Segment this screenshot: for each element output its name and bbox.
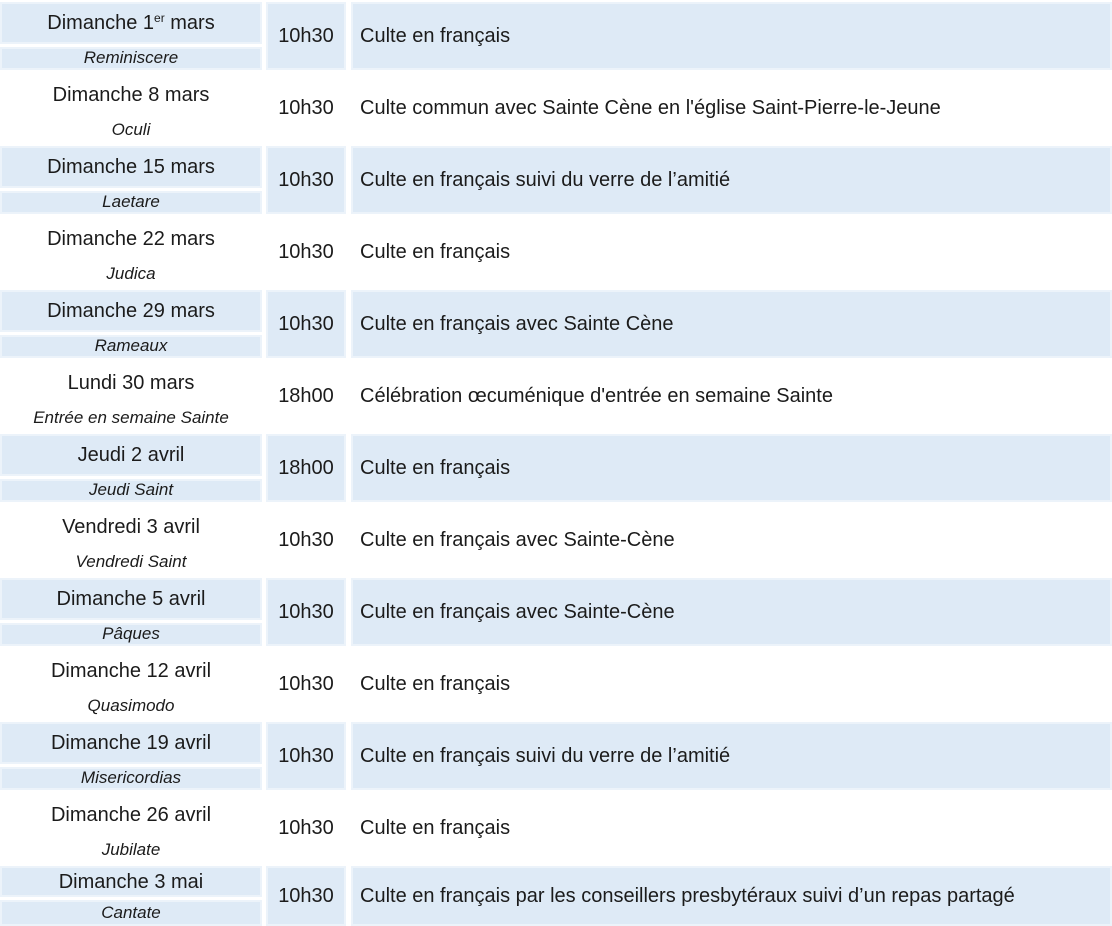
table-row (0, 0, 1112, 72)
time-label: 10h30 (278, 600, 334, 623)
date-column-cell (0, 504, 262, 576)
date-cell (0, 2, 262, 44)
time-label: 10h30 (278, 816, 334, 839)
date-cell (0, 866, 262, 897)
time-label: 10h30 (278, 168, 334, 191)
liturgical-name-label: Laetare (102, 192, 160, 212)
time-cell (266, 434, 346, 502)
date-label: Dimanche 5 avril (56, 588, 206, 610)
table-row (0, 72, 1112, 144)
description-label: Culte en français (360, 240, 511, 263)
date-column-cell (0, 72, 262, 144)
time-label: 10h30 (278, 744, 334, 767)
time-cell (266, 216, 346, 288)
time-label: 10h30 (278, 528, 334, 551)
date-cell (0, 506, 262, 548)
time-label: 18h00 (278, 456, 334, 479)
liturgical-name-label: Jubilate (101, 840, 161, 860)
time-label: 10h30 (278, 240, 334, 263)
date-label: Dimanche 22 mars (47, 228, 215, 250)
date-label: Lundi 30 mars (67, 372, 195, 394)
date-cell (0, 722, 262, 764)
liturgical-name-label: Reminiscere (83, 48, 179, 68)
date-text: mars (164, 12, 215, 34)
date-cell (0, 650, 262, 692)
time-label: 10h30 (278, 884, 334, 907)
date-column-cell (0, 360, 262, 432)
table-row (0, 504, 1112, 576)
liturgical-name-cell (0, 263, 262, 286)
description-label: Culte en français (360, 816, 511, 839)
date-label: Dimanche 26 avril (50, 804, 212, 826)
time-cell (266, 504, 346, 576)
table-row (0, 648, 1112, 720)
date-column-cell (0, 288, 262, 360)
description-label: Culte en français suivi du verre de l’amitié (360, 744, 731, 767)
description-cell (351, 722, 1112, 790)
date-cell (0, 362, 262, 404)
description-cell (351, 360, 1112, 432)
description-label: Culte en français (360, 456, 511, 479)
liturgical-name-label: Entrée en semaine Sainte (33, 408, 229, 428)
date-column-cell (0, 432, 262, 504)
description-cell (351, 504, 1112, 576)
date-column-cell (0, 720, 262, 792)
date-column-cell (0, 864, 262, 926)
date-label: Jeudi 2 avril (77, 444, 185, 466)
liturgical-name-label: Rameaux (94, 336, 168, 356)
table-row (0, 216, 1112, 288)
description-cell (351, 648, 1112, 720)
description-label: Culte en français par les conseillers presbytéraux suivi d’un repas partagé (360, 884, 1015, 907)
description-cell (351, 216, 1112, 288)
description-label: Culte en français (360, 672, 511, 695)
liturgical-name-cell (0, 551, 262, 574)
date-column-cell (0, 216, 262, 288)
description-cell (351, 290, 1112, 358)
description-label: Culte en français avec Sainte Cène (360, 312, 674, 335)
date-label: Dimanche 19 avril (50, 732, 212, 754)
ordinal-superscript: er (154, 11, 165, 25)
time-cell (266, 146, 346, 214)
description-label: Culte en français avec Sainte-Cène (360, 600, 675, 623)
liturgical-name-cell (0, 623, 262, 646)
description-cell (351, 72, 1112, 144)
date-label: Dimanche 12 avril (50, 660, 212, 682)
liturgical-name-label: Quasimodo (87, 696, 175, 716)
liturgical-name-cell (0, 695, 262, 718)
liturgical-name-label: Judica (106, 264, 156, 284)
liturgical-name-cell (0, 47, 262, 70)
description-cell (351, 434, 1112, 502)
description-label: Culte en français (360, 24, 511, 47)
time-label: 10h30 (278, 312, 334, 335)
table-row (0, 360, 1112, 432)
liturgical-name-label: Misericordias (80, 768, 182, 788)
time-cell (266, 722, 346, 790)
liturgical-name-label: Cantate (101, 902, 161, 922)
description-label: Culte en français avec Sainte-Cène (360, 528, 675, 551)
date-label: Dimanche 29 mars (47, 300, 215, 322)
date-label: Dimanche 3 mai (58, 870, 204, 893)
liturgical-name-cell (0, 407, 262, 430)
date-label: Dimanche 15 mars (47, 156, 215, 178)
time-cell (266, 792, 346, 864)
time-label: 10h30 (278, 672, 334, 695)
table-row (0, 792, 1112, 864)
date-label (47, 12, 214, 34)
description-cell (351, 792, 1112, 864)
time-cell (266, 578, 346, 646)
date-column-cell (0, 0, 262, 72)
time-label: 18h00 (278, 384, 334, 407)
date-cell (0, 290, 262, 332)
date-cell (0, 434, 262, 476)
date-column-cell (0, 792, 262, 864)
liturgical-name-label: Oculi (111, 120, 151, 140)
date-label: Dimanche 8 mars (52, 84, 210, 106)
description-cell (351, 2, 1112, 70)
liturgical-name-cell (0, 191, 262, 214)
description-label: Célébration œcuménique d'entrée en semaine Sainte (360, 384, 833, 407)
date-label: Vendredi 3 avril (62, 516, 200, 538)
date-column-cell (0, 576, 262, 648)
table-row (0, 144, 1112, 216)
date-cell (0, 74, 262, 116)
time-cell (266, 72, 346, 144)
time-label: 10h30 (278, 96, 334, 119)
description-cell (351, 146, 1112, 214)
liturgical-name-label: Vendredi Saint (75, 552, 187, 572)
liturgical-name-cell (0, 900, 262, 926)
table-row (0, 288, 1112, 360)
table-row (0, 576, 1112, 648)
description-cell (351, 578, 1112, 646)
description-label: Culte en français suivi du verre de l’amitié (360, 168, 731, 191)
liturgical-name-cell (0, 119, 262, 142)
liturgical-name-cell (0, 767, 262, 790)
liturgical-name-label: Jeudi Saint (88, 480, 174, 500)
time-cell (266, 290, 346, 358)
liturgical-name-cell (0, 479, 262, 502)
time-cell (266, 648, 346, 720)
date-cell (0, 578, 262, 620)
date-column-cell (0, 648, 262, 720)
time-cell (266, 866, 346, 926)
liturgical-name-cell (0, 335, 262, 358)
date-column-cell (0, 144, 262, 216)
table-row (0, 432, 1112, 504)
date-cell (0, 794, 262, 836)
description-label: Culte commun avec Sainte Cène en l'église Saint-Pierre-le-Jeune (360, 96, 941, 119)
liturgical-name-label: Pâques (102, 624, 160, 644)
date-cell (0, 146, 262, 188)
time-cell (266, 360, 346, 432)
time-cell (266, 2, 346, 70)
table-row (0, 864, 1112, 926)
date-cell (0, 218, 262, 260)
description-cell (351, 866, 1112, 926)
table-row (0, 720, 1112, 792)
date-text: Dimanche 1 (47, 12, 155, 34)
liturgical-name-cell (0, 839, 262, 862)
time-label: 10h30 (278, 24, 334, 47)
